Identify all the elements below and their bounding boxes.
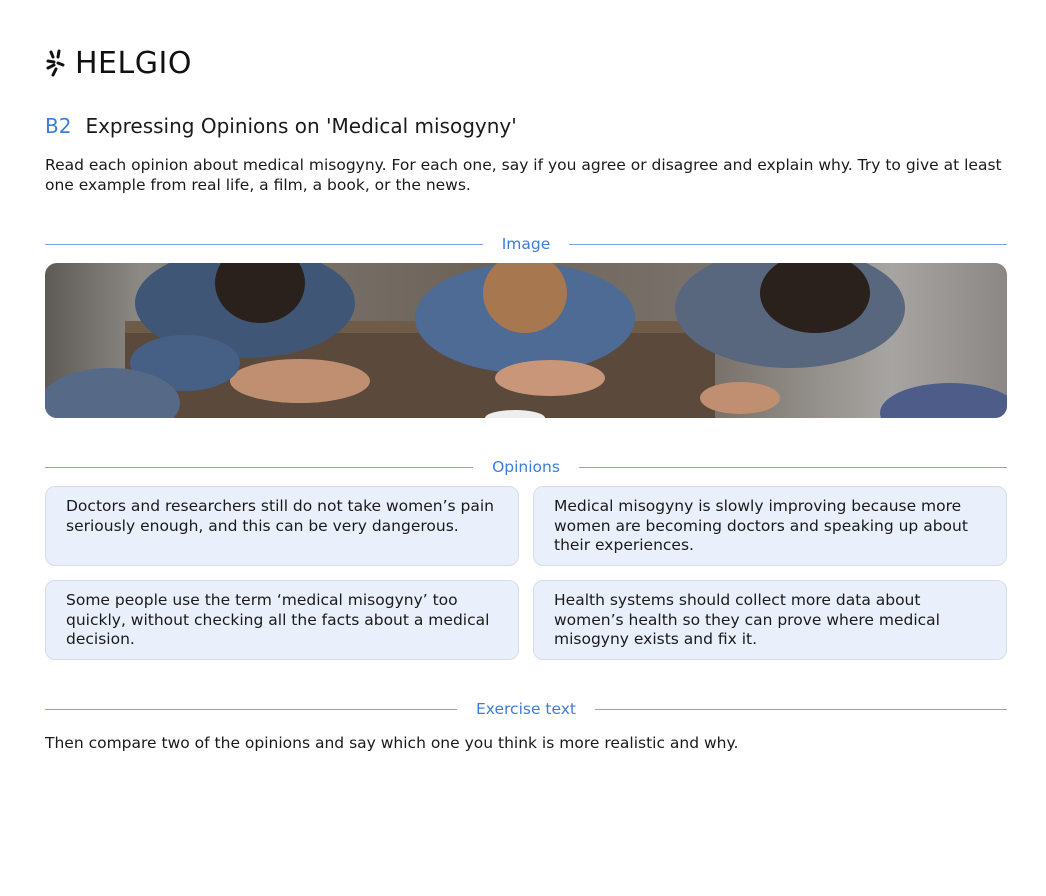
photo-banner [45,263,1007,418]
divider-line [579,467,1007,468]
divider-line [45,467,473,468]
opinion-card: Doctors and researchers still do not take women’s pain seriously enough, and this can be very dangerous. [45,486,519,566]
opinion-card: Health systems should collect more data about women’s health so they can prove where medical misogyny exists and fix it. [533,580,1007,660]
page-title [45,112,517,140]
section-label-image: Image [501,235,551,253]
section-divider-exercise [45,699,1007,719]
opinion-card: Some people use the term ‘medical misogyny’ too quickly, without checking all the facts about a medical decision. [45,580,519,660]
section-divider-image [45,234,1007,254]
divider-line [569,244,1007,245]
title-text: Expressing Opinions on 'Medical misogyny' [85,114,517,138]
divider-line [45,709,457,710]
level-badge: B2 [45,114,72,138]
section-divider-opinions [45,457,1007,477]
opinion-card: Medical misogyny is slowly improving because more women are becoming doctors and speaking up about their experiences. [533,486,1007,566]
brand-name: HELGIO [75,46,192,81]
section-label-opinions: Opinions [492,458,560,476]
divider-line [45,244,483,245]
photo-illustration [45,263,1007,418]
exercise-text: Then compare two of the opinions and say which one you think is more realistic and why. [45,734,739,752]
burst-icon [45,48,67,80]
brand-logo [45,46,192,82]
section-label-exercise: Exercise text [475,700,577,718]
intro-text: Read each opinion about medical misogyny. For each one, say if you agree or disagree and explain why. Try to give at least one example from real life, a film, a book, or the news. [45,156,1002,194]
divider-line [595,709,1007,710]
